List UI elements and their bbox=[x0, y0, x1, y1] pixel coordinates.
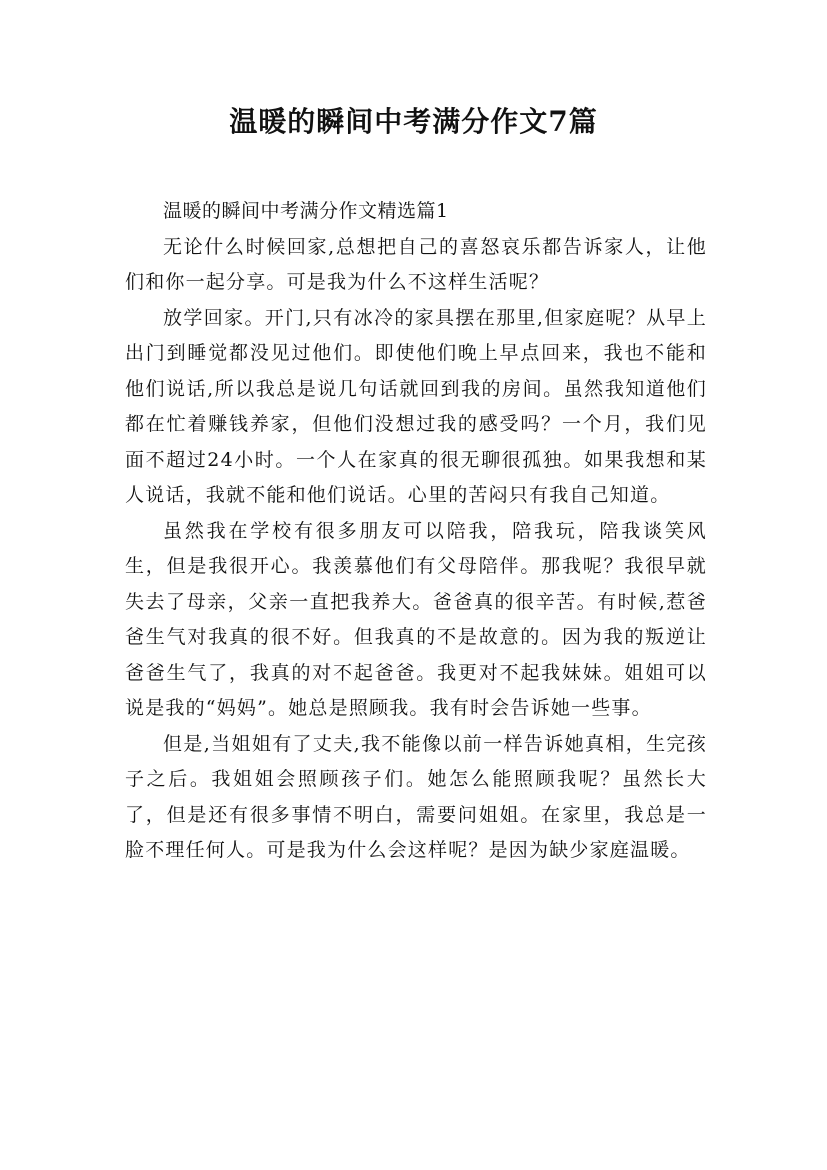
paragraph: 虽然我在学校有很多朋友可以陪我，陪我玩，陪我谈笑风生，但是我很开心。我羡慕他们有父母陪伴。那我呢？我很早就失去了母亲，父亲一直把我养大。爸爸真的很辛苦。有时候,惹爸爸生气对我真的很不好。但我真的不是故意的。因为我的叛逆让爸爸生气了，我真的对不起爸爸。我更对不起我妹妹。姐姐可以说是我的“妈妈”。她总是照顾我。我有时会告诉她一些事。 bbox=[125, 519, 707, 719]
document-title: 温暖的瞬间中考满分作文7篇 bbox=[229, 105, 598, 138]
section-heading: 温暖的瞬间中考满分作文精选篇1 bbox=[163, 200, 449, 222]
document-body bbox=[125, 194, 707, 869]
paragraph: 放学回家。开门,只有冰冷的家具摆在那里,但家庭呢？从早上出门到睡觉都没见过他们。即使他们晚上早点回来，我也不能和他们说话,所以我总是说几句话就回到我的房间。虽然我知道他们都在忙着赚钱养家，但他们没想过我的感受吗？一个月，我们见面不超过24小时。一个人在家真的很无聊很孤独。如果我想和某人说话，我就不能和他们说话。心里的苦闷只有我自己知道。 bbox=[125, 306, 707, 506]
paragraph: 但是,当姐姐有了丈夫,我不能像以前一样告诉她真相，生完孩子之后。我姐姐会照顾孩子们。她怎么能照顾我呢？虽然长大了，但是还有很多事情不明白，需要问姐姐。在家里，我总是一脸不理任何人。可是我为什么会这样呢？是因为缺少家庭温暖。 bbox=[125, 732, 707, 861]
paragraph: 无论什么时候回家,总想把自己的喜怒哀乐都告诉家人，让他们和你一起分享。可是我为什么不这样生活呢？ bbox=[125, 235, 707, 293]
